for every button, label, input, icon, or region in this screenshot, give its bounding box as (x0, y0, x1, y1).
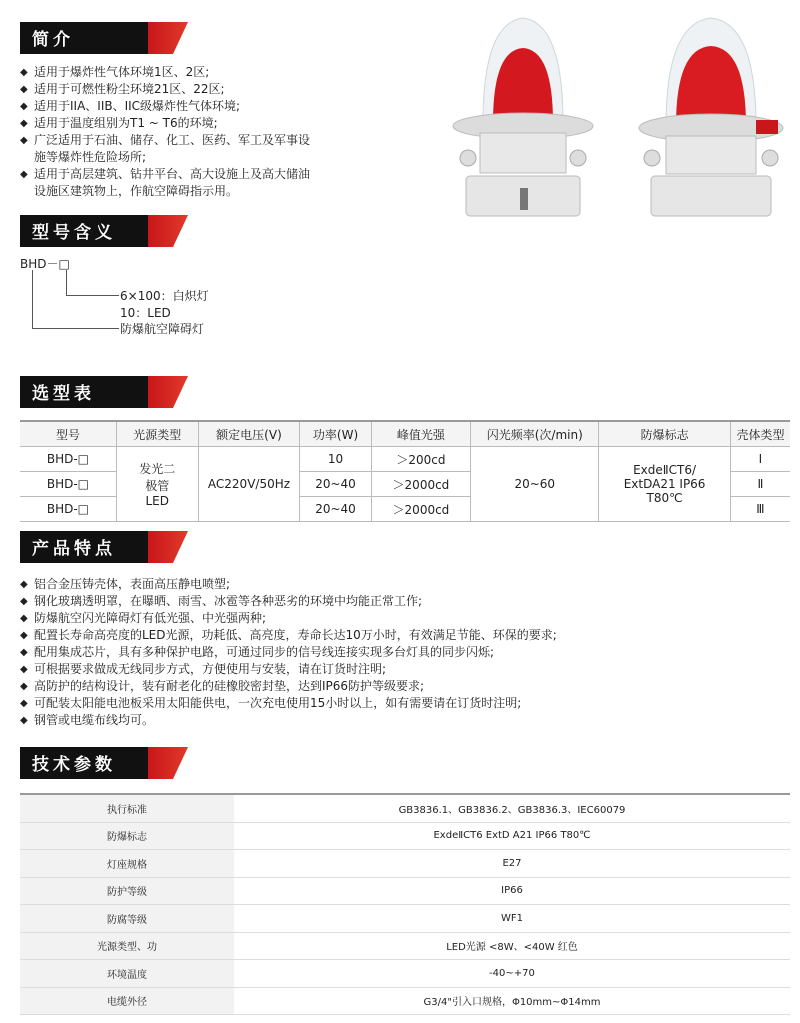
table-row (20, 932, 790, 960)
tech-header (20, 747, 188, 779)
column-header: 功率(W) (300, 421, 371, 447)
list-item: ◆ 适用于可燃性粉尘环境21区、22区; (20, 81, 310, 98)
param-value: G3/4"引入口规格，Φ10mm~Φ14mm (234, 987, 790, 1015)
light-source-cell: 发光二极管LED (116, 447, 198, 522)
param-value: ExdeⅡCT6 ExtD A21 IP66 T80℃ (234, 822, 790, 850)
param-value: LED光源 <8W、<40W 红色 (234, 932, 790, 960)
flash-cell: 20~60 (471, 447, 599, 522)
intro-title: 简介 (32, 30, 74, 50)
list-item: ◆ 适用于温度组别为T1 ~ T6的环境; (20, 115, 310, 132)
features-list (20, 576, 780, 729)
power-cell: 20~40 (300, 472, 371, 497)
shell-cell: Ⅲ (730, 497, 790, 522)
param-value: -40~+70 (234, 960, 790, 988)
model-header (20, 215, 188, 247)
list-item: ◆ 防爆航空闪光障碍灯有低光强、中光强两种; (20, 610, 780, 627)
column-header: 型号 (20, 421, 116, 447)
param-key: 防爆标志 (20, 822, 234, 850)
column-header: 峰值光强 (371, 421, 471, 447)
shell-cell: Ⅰ (730, 447, 790, 472)
list-item: ◆ 可配装太阳能电池板采用太阳能供电，一次充电使用15小时以上，如有需要请在订货时注明; (20, 695, 780, 712)
intensity-cell: ＞200cd (371, 447, 471, 472)
selection-header (20, 376, 188, 408)
model-line: 10：LED (120, 306, 171, 320)
model-line: 防爆航空障碍灯 (120, 322, 205, 336)
list-item: ◆ 可根据要求做成无线同步方式，方便使用与安装，请在订货时注明; (20, 661, 780, 678)
power-cell: 10 (300, 447, 371, 472)
column-header: 防爆标志 (599, 421, 731, 447)
selection-table (20, 420, 790, 522)
intro-list (20, 64, 310, 200)
table-row (20, 987, 790, 1015)
intro-header (20, 22, 188, 54)
model-cell: BHD-□ (20, 447, 116, 472)
column-header: 壳体类型 (730, 421, 790, 447)
voltage-cell: AC220V/50Hz (198, 447, 300, 522)
param-key: 环境温度 (20, 960, 234, 988)
table-row (20, 850, 790, 878)
table-header-row (20, 421, 790, 447)
ex-mark-cell: ExdeⅡCT6/ ExtDA21 IP66 T80℃ (599, 447, 731, 522)
param-value: GB3836.1、GB3836.2、GB3836.3、IEC60079 (234, 794, 790, 822)
intensity-cell: ＞2000cd (371, 472, 471, 497)
model-code: BHD－□ (20, 257, 70, 271)
param-key: 电缆外径 (20, 987, 234, 1015)
tech-table (20, 793, 790, 1015)
model-cell: BHD-□ (20, 497, 116, 522)
tech-title: 技术参数 (32, 755, 116, 775)
param-key: 光源类型、功 (20, 932, 234, 960)
model-cell: BHD-□ (20, 472, 116, 497)
model-title: 型号含义 (32, 223, 116, 243)
table-row (20, 447, 790, 472)
list-item: ◆ 铝合金压铸壳体，表面高压静电喷塑; (20, 576, 780, 593)
param-value: WF1 (234, 905, 790, 933)
column-header: 光源类型 (116, 421, 198, 447)
features-title: 产品特点 (32, 539, 116, 559)
column-header: 额定电压(V) (198, 421, 300, 447)
table-row (20, 794, 790, 822)
shell-cell: Ⅱ (730, 472, 790, 497)
param-key: 防腐等级 (20, 905, 234, 933)
lamp-image-front (448, 8, 598, 220)
model-diagram (20, 255, 280, 335)
intensity-cell: ＞2000cd (371, 497, 471, 522)
list-item: ◆ 高防护的结构设计，装有耐老化的硅橡胶密封垫，达到IP66防护等级要求; (20, 678, 780, 695)
list-item: ◆ 配用集成芯片，具有多种保护电路，可通过同步的信号线连接实现多台灯具的同步闪烁; (20, 644, 780, 661)
selection-title: 选型表 (32, 384, 95, 404)
model-line: 6×100：白炽灯 (120, 289, 209, 303)
list-item: ◆ 钢管或电缆布线均可。 (20, 712, 780, 729)
table-row (20, 960, 790, 988)
param-key: 防护等级 (20, 877, 234, 905)
table-row (20, 822, 790, 850)
param-key: 灯座规格 (20, 850, 234, 878)
table-row (20, 877, 790, 905)
features-header (20, 531, 188, 563)
list-item: ◆ 适用于高层建筑、钻井平台、高大设施上及高大储油设施区建筑物上，作航空障碍指示用。 (20, 166, 310, 200)
list-item: ◆ 广泛适用于石油、储存、化工、医药、军工及军事设施等爆炸性危险场所; (20, 132, 310, 166)
param-value: E27 (234, 850, 790, 878)
param-value: IP66 (234, 877, 790, 905)
list-item: ◆ 适用于IIA、IIB、IIC级爆炸性气体环境; (20, 98, 310, 115)
table-row (20, 905, 790, 933)
list-item: ◆ 适用于爆炸性气体环境1区、2区; (20, 64, 310, 81)
power-cell: 20~40 (300, 497, 371, 522)
param-key: 执行标准 (20, 794, 234, 822)
list-item: ◆ 配置长寿命高亮度的LED光源，功耗低、高亮度，寿命长达10万小时，有效满足节能、环保的要求; (20, 627, 780, 644)
column-header: 闪光频率(次/min) (471, 421, 599, 447)
lamp-image-side (636, 8, 786, 220)
list-item: ◆ 钢化玻璃透明罩，在曝晒、雨雪、冰雹等各种恶劣的环境中均能正常工作; (20, 593, 780, 610)
